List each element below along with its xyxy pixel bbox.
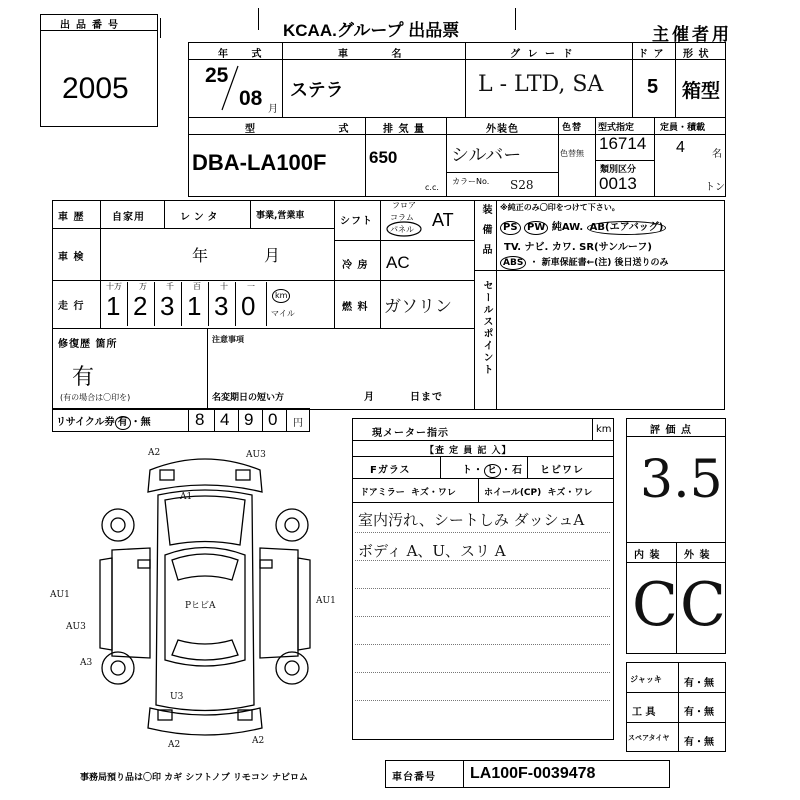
notes-line2: ボディ A、U、スリ A: [358, 542, 506, 560]
capacity-value: 4: [676, 139, 685, 156]
recycle-digit: 9: [244, 410, 254, 429]
month-value: 08: [239, 87, 263, 110]
tool-spare-value: 有・無: [684, 737, 714, 748]
equip-note: ※純正のみ〇印をつけて下さい。: [500, 203, 620, 212]
damage-mark: AU3: [66, 622, 86, 632]
type-no: 16714: [599, 134, 647, 153]
model-value: DBA-LA100F: [192, 150, 327, 175]
doors-label: ド ア: [638, 49, 665, 60]
inspection-month-unit: 月: [264, 248, 281, 265]
history-private: 自家用: [112, 212, 145, 223]
grade-label: 評 価 点: [650, 425, 692, 436]
interior-label: 内 装: [634, 550, 661, 561]
equip-pw: PW: [524, 221, 548, 235]
color-code-label: カラーNo.: [452, 177, 490, 186]
mile-label: マイル: [271, 309, 295, 318]
mileage-label: 走 行: [58, 301, 85, 312]
damage-mark: A1: [180, 492, 193, 502]
glass-ishi: 石: [512, 465, 523, 476]
capacity-unit: 名: [712, 149, 722, 160]
mirror-text: ドアミラー: [360, 488, 405, 498]
fill-label: 【査 定 員 記 入】: [425, 446, 512, 456]
km-circle: km: [272, 289, 290, 303]
cc-unit: c.c.: [425, 183, 439, 192]
history-commercial: 事業,営業車: [256, 211, 305, 221]
damage-mark: U3: [170, 692, 184, 702]
damage-mark: A2: [252, 736, 265, 746]
damage-mark: A2: [168, 740, 181, 750]
tool-tools-value: 有・無: [684, 707, 714, 718]
mileage-unit: 万: [139, 282, 147, 291]
glass-hi: ヒ: [484, 464, 501, 478]
grade-value: L - LTD, SA: [478, 72, 604, 97]
class-no: 0013: [599, 174, 637, 193]
color-value: シルバー: [451, 145, 522, 166]
doors-value: 5: [647, 76, 659, 98]
deadline-day: 日まで: [410, 392, 443, 403]
glass-to: ト: [462, 465, 473, 476]
damage-mark: A3: [80, 658, 93, 668]
crack-label: ヒビワレ: [540, 465, 584, 476]
tool-tools-label: 工 具: [632, 707, 656, 718]
mileage-unit: 十: [220, 282, 228, 291]
fuel-value: ガソリン: [384, 297, 452, 317]
form-title: KCAA.グループ 出品票: [283, 21, 460, 40]
shape-value: 箱型: [682, 81, 721, 102]
recycle-digit: 4: [220, 410, 230, 429]
glass-label: Fガラス: [370, 465, 411, 476]
recycle-yes: 有: [115, 416, 131, 430]
grade-label: グ レ ー ド: [510, 49, 575, 60]
year-label: 年 式: [218, 49, 272, 60]
tool-jack-value: 有・無: [684, 678, 714, 689]
equip-ps: PS: [500, 221, 521, 235]
recycle-no: ・無: [130, 417, 151, 428]
shift-value: AT: [432, 210, 454, 230]
damage-mark: AU1: [316, 596, 336, 606]
equip-warranty: ・ 新車保証書←(注) 後日送りのみ: [529, 258, 669, 268]
color-no-label2: 色替無: [560, 149, 584, 158]
lot-number: 2005: [62, 72, 129, 105]
car-name-label: 車 名: [338, 49, 422, 60]
grade-score: 3.5: [640, 450, 723, 510]
deadline-month: 月: [364, 392, 375, 403]
recycle-unit: 円: [293, 418, 303, 429]
repair-value: 有: [72, 364, 95, 389]
displacement-label: 排 気 量: [383, 124, 425, 135]
shift-floor: フロア: [392, 201, 416, 210]
mileage-unit: 一: [247, 282, 255, 291]
damage-mark: A2: [148, 448, 161, 458]
color-code: S28: [510, 178, 534, 192]
mileage-unit: 十万: [106, 282, 122, 291]
ac-label: 冷 房: [342, 260, 369, 271]
history-rental: レンタ: [180, 212, 222, 223]
meter-unit: km: [596, 424, 612, 435]
tool-jack-label: ジャッキ: [630, 675, 662, 684]
mileage-digit: 0: [241, 291, 256, 321]
mileage-digit: 1: [187, 291, 202, 321]
mileage-digit: 2: [133, 291, 148, 321]
month-unit: 月: [268, 104, 278, 115]
shift-label: シフト: [340, 216, 373, 227]
interior-grade: C: [632, 570, 678, 640]
mileage-digit: 3: [214, 291, 229, 321]
equip-abs: ABS: [500, 256, 526, 270]
recycle-digit: 8: [195, 410, 205, 429]
shift-panel: パネル: [390, 225, 414, 234]
owner-label: 主催者用: [652, 25, 732, 44]
mileage-digit: 3: [160, 291, 175, 321]
chassis-number: LA100F-0039478: [470, 765, 596, 782]
tool-spare-label: スペアタイヤ: [628, 734, 670, 742]
repair-note: (有の場合は〇印を): [60, 393, 131, 402]
equip-label: 装備品: [480, 204, 491, 264]
model-label: 型 式: [245, 124, 389, 135]
office-note: 事務局預り品は〇印 カギ シフトノブ リモコン ナビロム: [80, 773, 308, 783]
damage-mark: PヒビA: [185, 601, 216, 611]
chassis-label: 車台番号: [392, 772, 436, 783]
recycle-text: リサイクル券: [56, 417, 115, 428]
exterior-grade: C: [680, 570, 726, 640]
short-label: 名変期日の短い方: [212, 393, 285, 403]
wheel-items: キズ・ワレ: [547, 488, 593, 498]
equip-line2: TV. ナビ. カワ. SR(サンルーフ): [504, 242, 652, 253]
notice-label: 注意事項: [212, 335, 244, 344]
glass-items: ト・ ヒ ・石: [462, 465, 523, 476]
wheel-text: ホイール(CP): [484, 488, 542, 498]
mileage-unit: 千: [166, 282, 174, 291]
ac-value: AC: [386, 253, 410, 272]
inspection-year-unit: 年: [192, 248, 209, 265]
damage-mark: AU1: [50, 590, 70, 600]
equip-aw: 純AW.: [551, 222, 584, 233]
capacity-label: 定員・積載: [660, 123, 706, 133]
color-no-label: 色替: [562, 123, 583, 133]
equip-ab: AB(エアバッグ): [587, 221, 667, 235]
inspection-label: 車 検: [58, 252, 85, 263]
type-label: 型式指定: [598, 123, 635, 133]
car-name: ステラ: [290, 80, 344, 100]
sales-point-label: セールスポイント: [481, 280, 492, 376]
mileage-digit: 1: [106, 291, 121, 321]
color-label: 外装色: [486, 124, 519, 135]
mileage-unit: 百: [193, 282, 201, 291]
displacement-value: 650: [369, 148, 398, 167]
exterior-label: 外 装: [684, 550, 711, 561]
year-value: 25: [205, 64, 229, 87]
load-unit: トン: [705, 182, 725, 193]
shift-column: コラム: [390, 213, 414, 222]
fuel-label: 燃 料: [342, 302, 369, 313]
mirror-items: キズ・ワレ: [411, 488, 456, 498]
notes-line1: 室内汚れ、シートしみ ダッシュA: [358, 511, 585, 529]
shape-label: 形 状: [683, 49, 710, 60]
recycle-digit: 0: [268, 410, 278, 429]
meter-label: 現メーター指示: [372, 428, 449, 439]
class-label: 類別区分: [600, 165, 637, 175]
damage-mark: AU3: [246, 450, 266, 460]
repair-label: 修復歴 箇所: [58, 339, 118, 350]
lot-label: 出品番号: [60, 20, 124, 31]
history-label: 車 歴: [58, 212, 85, 223]
